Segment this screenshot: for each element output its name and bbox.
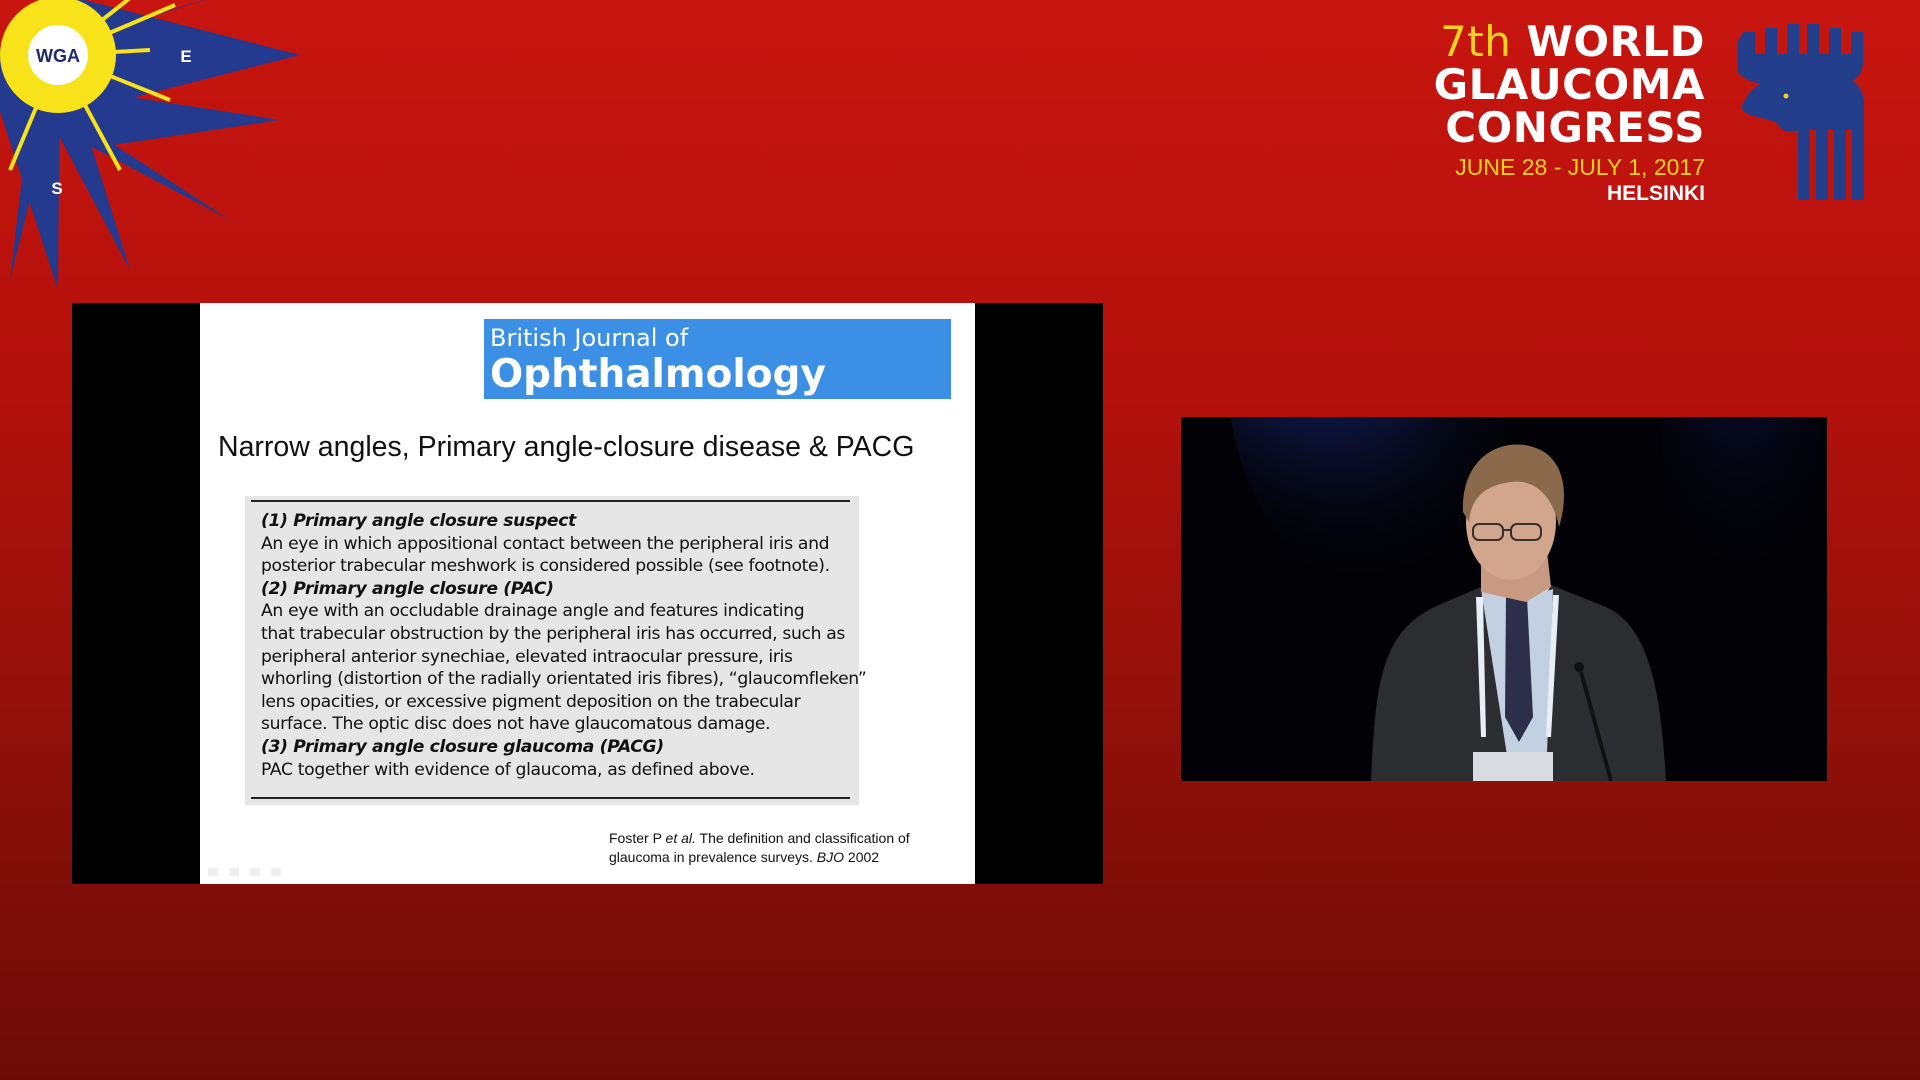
- congress-city: HELSINKI: [1606, 182, 1705, 205]
- presentation-slide: [200, 303, 975, 884]
- wga-text: WGA: [36, 46, 80, 66]
- definitions-box: [245, 496, 867, 805]
- definitions-top-rule: [251, 500, 850, 502]
- definition-text-line: that trabecular obstruction by the peripheral iris has occurred, such as: [261, 623, 846, 644]
- moose-logo-icon: [1738, 20, 1873, 205]
- citation-journal: BJO: [816, 849, 845, 865]
- congress-branding: [1433, 17, 1705, 207]
- citation: [609, 829, 910, 867]
- congress-line-2: GLAUCOMA: [1433, 60, 1705, 109]
- definition-text-line: PAC together with evidence of glaucoma, as defined above.: [261, 759, 755, 780]
- definition-text-line: surface. The optic disc does not have glaucomatous damage.: [261, 714, 771, 735]
- definition-heading: (1) Primary angle closure suspect: [261, 511, 576, 531]
- speaker-video: [1181, 417, 1827, 781]
- slide-controls: [208, 863, 292, 881]
- definition-text-line: lens opacities, or excessive pigment deposition on the trabecular: [261, 691, 801, 712]
- journal-name-line-2: Ophthalmology: [490, 352, 826, 397]
- definition-text-line: peripheral anterior synechiae, elevated intraocular pressure, iris: [261, 646, 793, 667]
- menu-icon[interactable]: [250, 868, 260, 876]
- definition-text-line: An eye with an occludable drainage angle and features indicating: [261, 601, 805, 622]
- congress-dates: JUNE 28 - JULY 1, 2017: [1455, 154, 1705, 180]
- citation-title-start: The definition and classification of: [695, 830, 910, 846]
- definition-text-line: An eye in which appositional contact between the peripheral iris and: [261, 533, 830, 554]
- journal-banner: [484, 319, 951, 399]
- definition-text-line: whorling (distortion of the radially orientated iris fibres), “glaucomfleken”: [261, 669, 867, 690]
- pen-icon[interactable]: [229, 868, 239, 876]
- slide-panel: [72, 303, 1103, 884]
- compass-south-label: S: [51, 179, 63, 198]
- next-slide-icon[interactable]: [271, 868, 281, 876]
- citation-line-1: [609, 829, 910, 848]
- citation-etal: et al.: [665, 830, 696, 846]
- definition-text-line: posterior trabecular meshwork is considered possible (see footnote).: [261, 556, 830, 577]
- congress-ordinal: 7th: [1440, 17, 1512, 66]
- congress-world: WORLD: [1526, 17, 1705, 66]
- citation-title-end: glaucoma in prevalence surveys.: [609, 849, 817, 865]
- slide-title: Narrow angles, Primary angle-closure disease & PACG: [218, 431, 915, 463]
- citation-year: 2002: [844, 849, 880, 865]
- citation-author: Foster P: [609, 830, 666, 846]
- speaker-figure-icon: [1181, 417, 1827, 781]
- citation-line-2: [609, 848, 910, 867]
- compass-east-label: E: [180, 47, 192, 66]
- definition-heading: (3) Primary angle closure glaucoma (PACG): [261, 736, 664, 757]
- journal-name-line-1: British Journal of: [490, 324, 689, 352]
- definitions-list: [261, 510, 867, 781]
- congress-line-3: CONGRESS: [1445, 103, 1705, 152]
- definitions-bottom-rule: [251, 797, 850, 799]
- compass-star-icon: [0, 0, 300, 300]
- prev-slide-icon[interactable]: [208, 868, 218, 876]
- congress-line-1: [1434, 17, 1705, 66]
- definition-heading: (2) Primary angle closure (PAC): [261, 578, 554, 599]
